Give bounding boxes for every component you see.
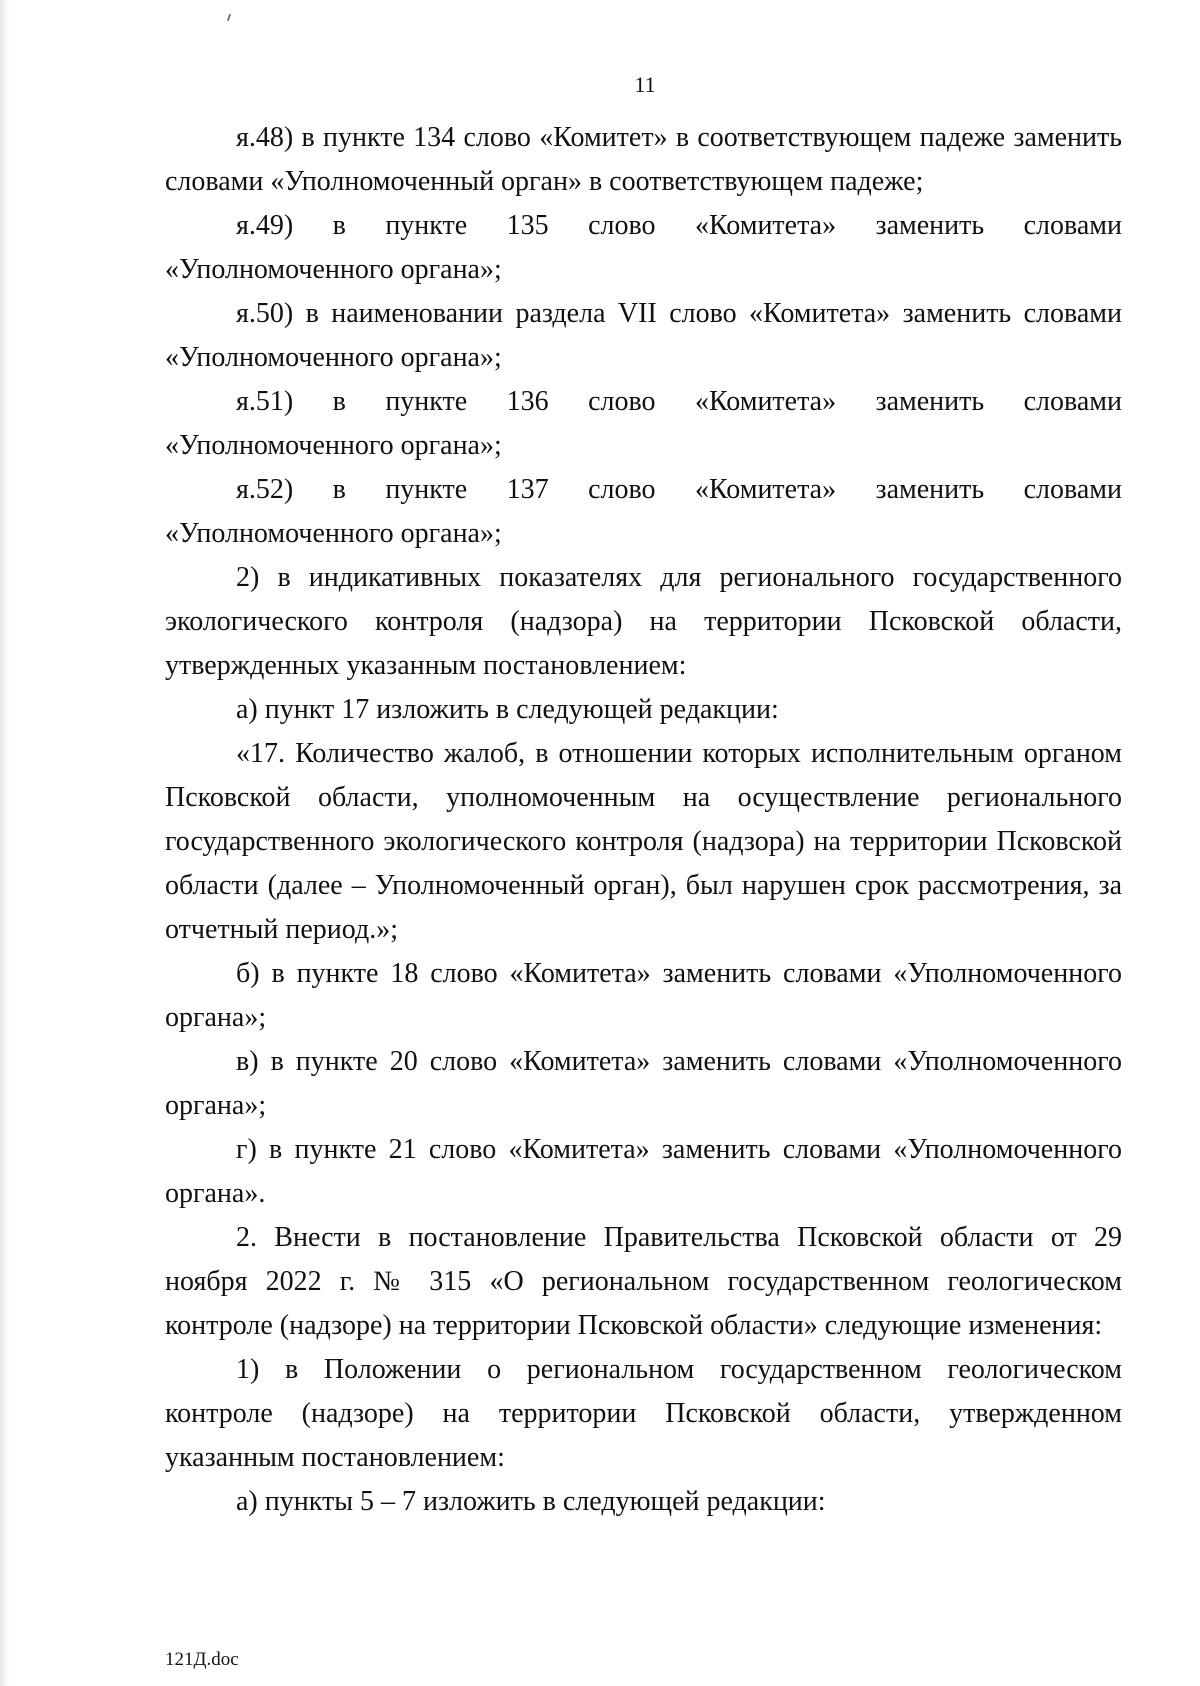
paragraph-section-2-item-a: а) пункты 5 – 7 изложить в следующей редакции: <box>236 1486 826 1517</box>
paragraph-ya51: я.51) в пункте 136 слово «Комитета» заменить словами «Уполномоченного органа»; <box>165 386 1122 461</box>
footer-filename: 121Д.doc <box>165 1649 239 1670</box>
document-body <box>165 116 1122 1524</box>
paragraph-point-17: «17. Количество жалоб, в отношении которых исполнительным органом Псковской области, уполномоченным на осуществление регионального государственного экологического контроля (надзора) на территории Псковской области (далее – Уполномоченный орган), был нарушен срок рассмотрения, за отчетный период.»; <box>165 738 1122 945</box>
paragraph-item-g: г) в пункте 21 слово «Комитета» заменить словами «Уполномоченного органа». <box>165 1134 1122 1209</box>
paragraph-item-b: б) в пункте 18 слово «Комитета» заменить словами «Уполномоченного органа»; <box>165 958 1122 1033</box>
paragraph-ya52: я.52) в пункте 137 слово «Комитета» заменить словами «Уполномоченного органа»; <box>165 474 1122 549</box>
scan-edge <box>0 0 10 1686</box>
paragraph-ya50: я.50) в наименовании раздела VII слово «Комитета» заменить словами «Уполномоченного органа»; <box>165 298 1122 373</box>
page-number: 11 <box>634 72 656 97</box>
paragraph-ya48: я.48) в пункте 134 слово «Комитет» в соответствующем падеже заменить словами «Уполномоченный орган» в соответствующем падеже; <box>165 122 1122 197</box>
paragraph-item-v: в) в пункте 20 слово «Комитета» заменить словами «Уполномоченного органа»; <box>165 1046 1122 1121</box>
paragraph-item-a: а) пункт 17 изложить в следующей редакции: <box>236 694 779 725</box>
paragraph-ya49: я.49) в пункте 135 слово «Комитета» заменить словами «Уполномоченного органа»; <box>165 210 1122 285</box>
paragraph-section-2: 2. Внести в постановление Правительства Псковской области от 29 ноября 2022 г. № 315 «О региональном государственном геологическом контроле (надзоре) на территории Псковской области» следующие изменения: <box>165 1222 1122 1341</box>
paragraph-section-2-item-1: 1) в Положении о региональном государственном геологическом контроле (надзоре) на территории Псковской области, утвержденном указанным постановлением: <box>165 1354 1122 1473</box>
paragraph-item-2: 2) в индикативных показателях для регионального государственного экологического контроля (надзора) на территории Псковской области, утвержденных указанным постановлением: <box>165 562 1122 681</box>
scan-speck <box>227 14 231 21</box>
